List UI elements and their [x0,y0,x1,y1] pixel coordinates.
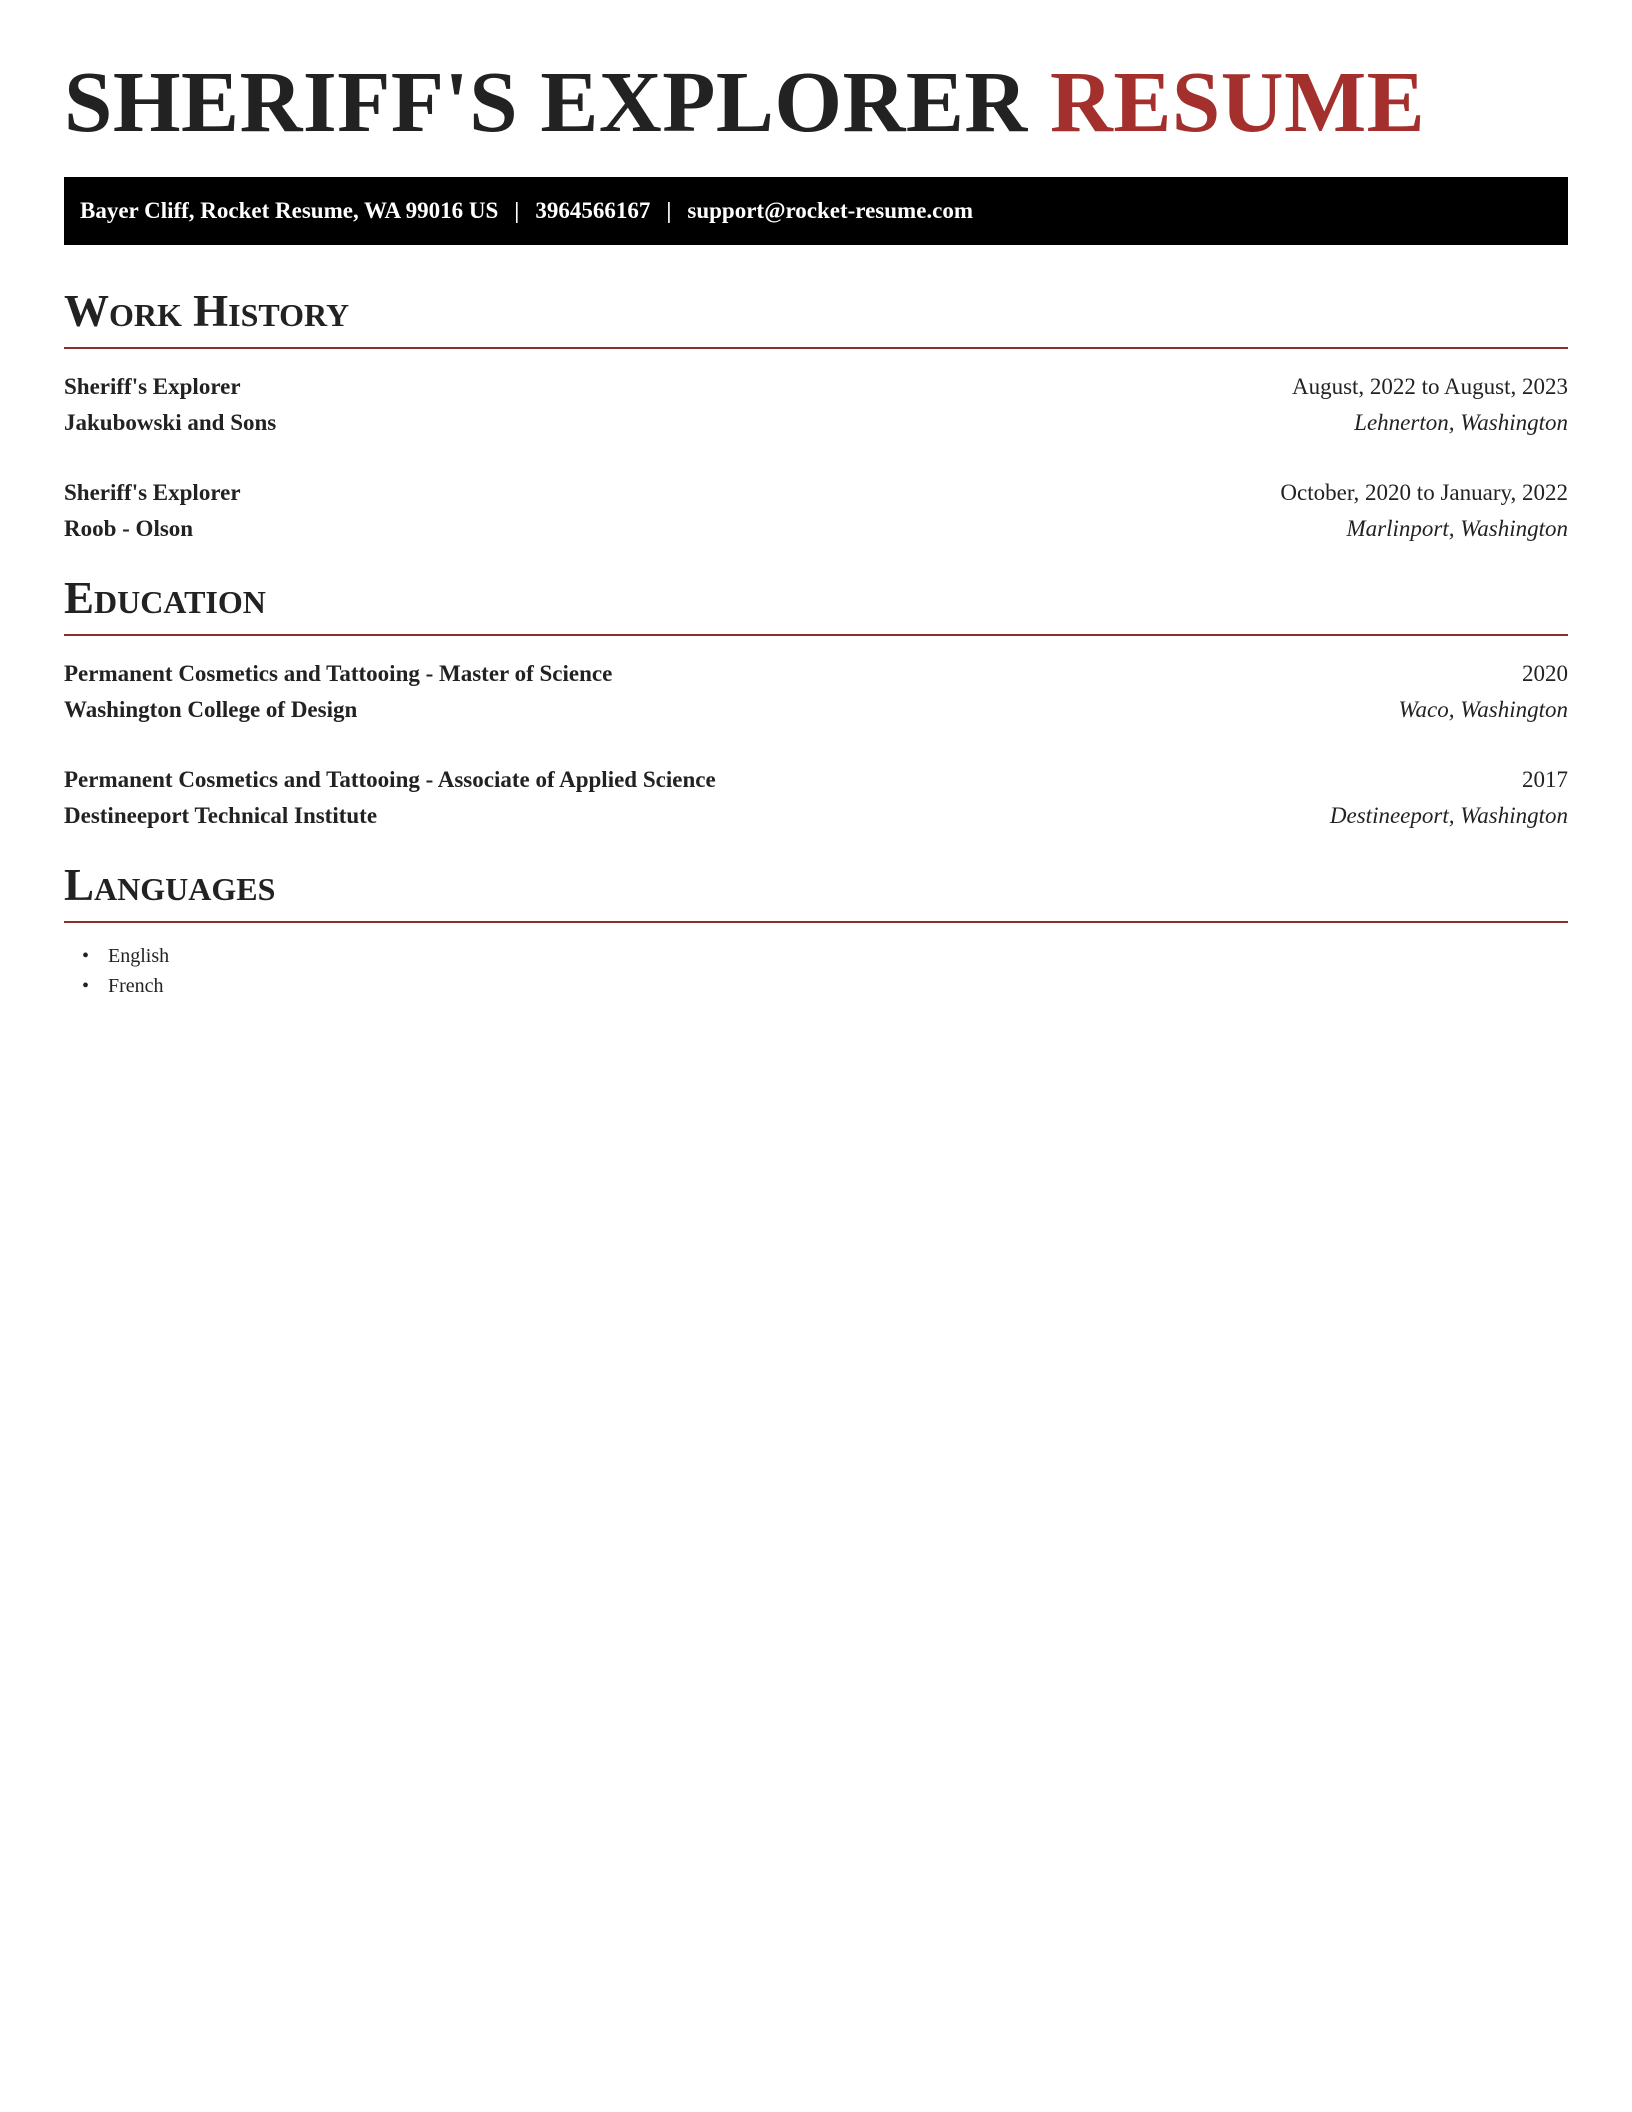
language-name: French [108,975,164,997]
education-entry-row [64,692,1568,728]
school-location: Waco, Washington [1398,697,1568,722]
school-name: Destineeport Technical Institute [64,803,378,828]
contact-bar [64,177,1568,245]
education-entry-row [64,798,1568,834]
work-history-heading: Work History [64,285,1568,349]
job-location: Marlinport, Washington [1346,516,1568,541]
education-heading: Education [64,572,1568,636]
contact-phone: 3964566167 [535,198,651,223]
company-name: Jakubowski and Sons [64,410,277,435]
degree-name: Permanent Cosmetics and Tattooing - Master of Science [64,661,613,686]
bullet-icon: • [82,945,90,967]
work-entry-row [64,475,1568,511]
graduation-year: 2020 [1522,661,1568,686]
list-item [82,971,1568,1001]
title-accent: RESUME [1050,53,1426,150]
education-entry [64,656,1568,728]
graduation-year: 2017 [1522,767,1568,792]
contact-email: support@rocket-resume.com [687,198,974,223]
work-entry-row [64,511,1568,547]
list-item [82,941,1568,971]
degree-name: Permanent Cosmetics and Tattooing - Associate of Applied Science [64,767,716,792]
education-entry-row [64,656,1568,692]
languages-heading: Languages [64,859,1568,923]
contact-address: Bayer Cliff, Rocket Resume, WA 99016 US [80,198,499,223]
work-entry [64,369,1568,441]
job-location: Lehnerton, Washington [1354,410,1568,435]
school-name: Washington College of Design [64,697,358,722]
job-title: Sheriff's Explorer [64,374,241,399]
contact-separator: | [514,198,520,223]
work-entry-row [64,405,1568,441]
education-entry [64,762,1568,834]
school-location: Destineeport, Washington [1329,803,1568,828]
contact-separator: | [666,198,672,223]
title-main: SHERIFF'S EXPLORER [64,53,1028,150]
job-dates: October, 2020 to January, 2022 [1280,480,1568,505]
job-title: Sheriff's Explorer [64,480,241,505]
job-dates: August, 2022 to August, 2023 [1291,374,1568,399]
work-entry-row [64,369,1568,405]
company-name: Roob - Olson [64,516,194,541]
bullet-icon: • [82,975,90,997]
languages-list [64,941,1568,1001]
language-name: English [108,945,170,967]
education-entry-row [64,762,1568,798]
work-entry [64,475,1568,547]
resume-title [64,0,1568,152]
